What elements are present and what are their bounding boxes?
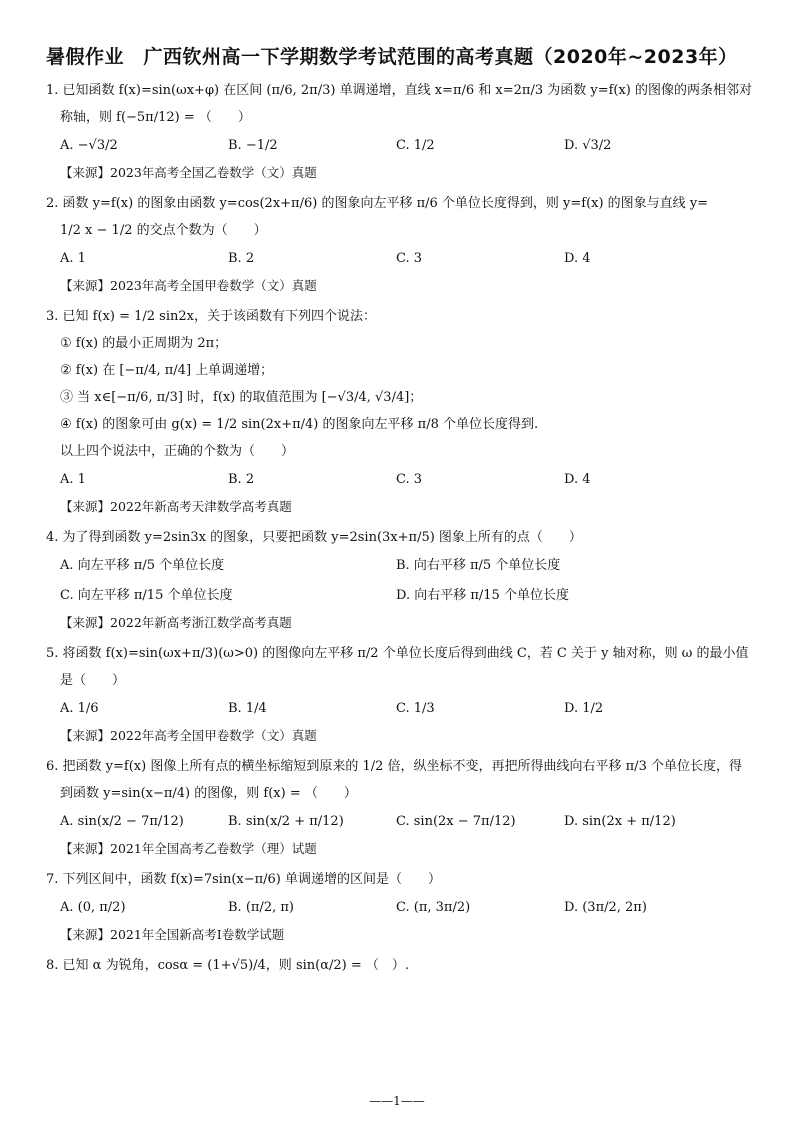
option-a: A. −√3/2 bbox=[60, 138, 118, 153]
question-stem-line: 以上四个说法中，正确的个数为（ ） bbox=[60, 444, 295, 459]
option-b: B. 向右平移 π/5 个单位长度 bbox=[396, 558, 561, 573]
page-number: ——1—— bbox=[369, 1094, 425, 1108]
page-title: 暑假作业 广西钦州高一下学期数学考试范围的高考真题（2020年~2023年） bbox=[46, 46, 738, 68]
option-d: D. (3π/2, 2π) bbox=[564, 900, 647, 915]
option-row bbox=[46, 551, 758, 581]
question-stem-line: 1. 已知函数 f(x)=sin(ωx+φ) 在区间 (π/6, 2π/3) 单调递增，直线 x=π/6 和 x=2π/3 为函数 y=f(x) 的图像的两条相邻对 bbox=[46, 83, 753, 98]
option-row bbox=[46, 694, 758, 724]
question-source: 【来源】2022年高考全国甲卷数学（文）真题 bbox=[60, 728, 317, 743]
question-2 bbox=[46, 190, 758, 298]
option-row bbox=[46, 131, 758, 161]
option-row bbox=[46, 893, 758, 923]
question-stem-line: 2. 函数 y=f(x) 的图象由函数 y=cos(2x+π/6) 的图象向左平移 π/6 个单位长度得到，则 y=f(x) 的图象与直线 y= bbox=[46, 196, 709, 211]
question-stem-line: 8. 已知 α 为锐角，cosα = (1+√5)/4，则 sin(α/2) = （ ）. bbox=[46, 958, 410, 973]
option-d: D. 4 bbox=[564, 251, 591, 266]
question-source: 【来源】2022年新高考浙江数学高考真题 bbox=[60, 615, 292, 630]
option-c: C. 3 bbox=[396, 472, 423, 487]
question-stem-line: 7. 下列区间中，函数 f(x)=7sin(x−π/6) 单调递增的区间是（ ） bbox=[46, 872, 442, 887]
statement-2: ② f(x) 在 [−π/4, π/4] 上单调递增； bbox=[60, 363, 274, 378]
statement-3: ③ 当 x∈[−π/6, π/3] 时，f(x) 的取值范围为 [−√3/4, √3/4]； bbox=[60, 390, 423, 405]
option-c: C. sin(2x − 7π/12) bbox=[396, 814, 516, 829]
statement-1: ① f(x) 的最小正周期为 2π； bbox=[60, 336, 228, 351]
question-4 bbox=[46, 524, 758, 635]
option-row bbox=[46, 807, 758, 837]
option-b: B. 1/4 bbox=[228, 701, 267, 716]
question-source: 【来源】2023年高考全国甲卷数学（文）真题 bbox=[60, 278, 317, 293]
option-d: D. √3/2 bbox=[564, 138, 612, 153]
option-b: B. −1/2 bbox=[228, 138, 278, 153]
option-row bbox=[46, 465, 758, 495]
question-stem-line: 是（ ） bbox=[60, 673, 126, 688]
question-8 bbox=[46, 952, 758, 979]
question-7 bbox=[46, 866, 758, 947]
option-row bbox=[46, 244, 758, 274]
question-source: 【来源】2021年全国新高考I卷数学试题 bbox=[60, 927, 285, 942]
option-d: D. 1/2 bbox=[564, 701, 604, 716]
option-d: D. sin(2x + π/12) bbox=[564, 814, 676, 829]
option-b: B. (π/2, π) bbox=[228, 900, 294, 915]
question-stem-line: 到函数 y=sin(x−π/4) 的图像，则 f(x) = （ ） bbox=[60, 786, 357, 801]
option-c: C. 3 bbox=[396, 251, 423, 266]
option-c: C. 1/3 bbox=[396, 701, 435, 716]
option-a: A. sin(x/2 − 7π/12) bbox=[60, 814, 184, 829]
question-stem-line: 称轴，则 f(−5π/12) = （ ） bbox=[60, 110, 251, 125]
question-1 bbox=[46, 77, 758, 185]
question-stem-line: 5. 将函数 f(x)=sin(ωx+π/3)(ω>0) 的图像向左平移 π/2 个单位长度后得到曲线 C，若 C 关于 y 轴对称，则 ω 的最小值 bbox=[46, 646, 749, 661]
option-a: A. 1/6 bbox=[60, 701, 99, 716]
statement-4: ④ f(x) 的图象可由 g(x) = 1/2 sin(2x+π/4) 的图象向左平移 π/8 个单位长度得到. bbox=[60, 417, 539, 432]
option-b: B. 2 bbox=[228, 472, 255, 487]
question-source: 【来源】2022年新高考天津数学高考真题 bbox=[60, 499, 292, 514]
option-d: D. 4 bbox=[564, 472, 591, 487]
question-5 bbox=[46, 640, 758, 748]
option-a: A. 向左平移 π/5 个单位长度 bbox=[60, 558, 225, 573]
option-a: A. 1 bbox=[60, 472, 86, 487]
option-b: B. sin(x/2 + π/12) bbox=[228, 814, 344, 829]
question-stem-line: 4. 为了得到函数 y=2sin3x 的图象，只要把函数 y=2sin(3x+π/5) 图象上所有的点（ ） bbox=[46, 530, 582, 545]
question-source: 【来源】2023年高考全国乙卷数学（文）真题 bbox=[60, 165, 317, 180]
option-d: D. 向右平移 π/15 个单位长度 bbox=[396, 588, 569, 603]
question-stem-line: 1/2 x − 1/2 的交点个数为（ ） bbox=[60, 223, 267, 238]
question-6 bbox=[46, 753, 758, 861]
option-row bbox=[46, 581, 758, 611]
option-a: A. (0, π/2) bbox=[60, 900, 126, 915]
option-c: C. 向左平移 π/15 个单位长度 bbox=[60, 588, 233, 603]
option-a: A. 1 bbox=[60, 251, 86, 266]
question-source: 【来源】2021年全国高考乙卷数学（理）试题 bbox=[60, 841, 317, 856]
question-stem-line: 6. 把函数 y=f(x) 图像上所有点的横坐标缩短到原来的 1/2 倍，纵坐标不变，再把所得曲线向右平移 π/3 个单位长度，得 bbox=[46, 759, 742, 774]
option-c: C. 1/2 bbox=[396, 138, 435, 153]
question-3 bbox=[46, 303, 758, 519]
question-stem-line: 3. 已知 f(x) = 1/2 sin2x，关于该函数有下列四个说法： bbox=[46, 309, 376, 324]
option-c: C. (π, 3π/2) bbox=[396, 900, 471, 915]
option-b: B. 2 bbox=[228, 251, 255, 266]
